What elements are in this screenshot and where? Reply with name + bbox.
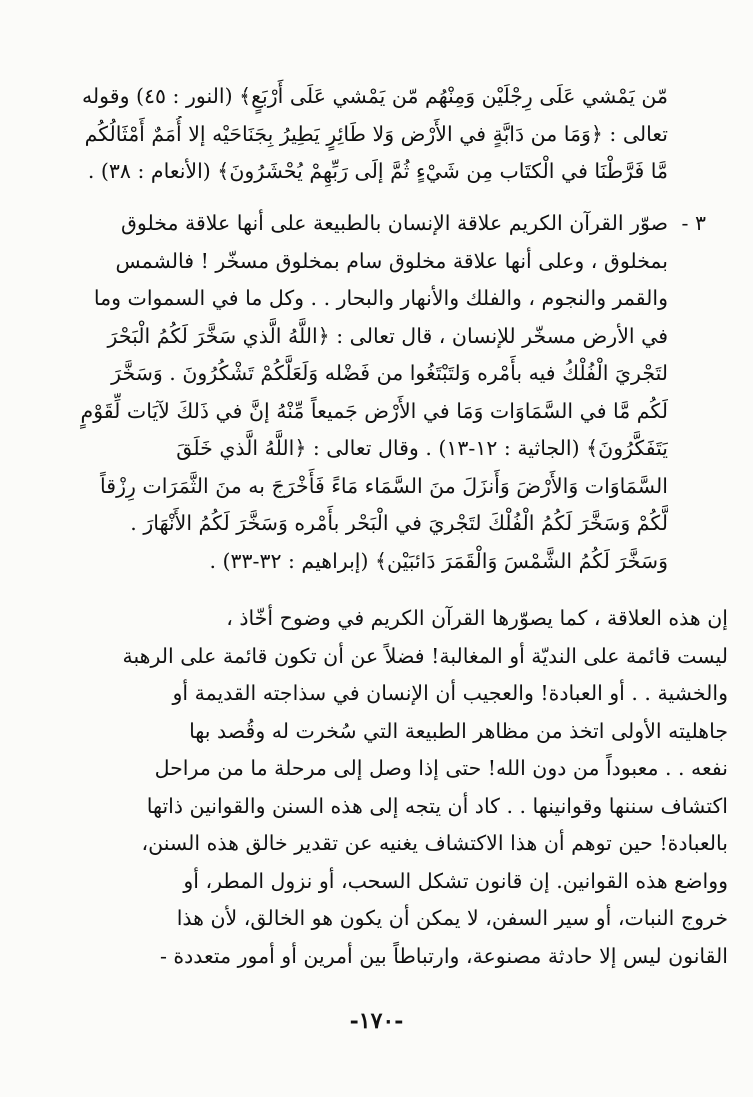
text-line: مّن يَمْشي عَلَى رِجْلَيْن وَمِنْهُم مّن يَمْشي عَلَى أَرْبَعٍ﴾ (النور : ٤٥) وقوله — [81, 84, 668, 108]
body-paragraph — [80, 600, 728, 975]
text-line: لَكُم مَّا في السَّمَاوَات وَمَا في الأَرْض جَميعاً مِّنْهُ إنَّ في ذَلكَ لآيَات لِّقَوْمٍ — [80, 398, 668, 423]
text-line: لَّكُمْ وَسَخَّرَ لَكُمُ الْفُلْكَ لتَجْريَ في الْبَحْر بأَمْره وَسَخَّرَ لَكُمُ الأَنْهَارَ . — [130, 511, 668, 535]
text-line: القانون ليس إلا حادثة مصنوعة، وارتباطاً بين أمرين أو أمور متعددة - — [159, 943, 728, 968]
text-line: وَسَخَّرَ لَكُمُ الشَّمْسَ وَالْقَمَرَ دَائبَيْن﴾ (إبراهيم : ٣٢-٣٣) . — [209, 548, 668, 573]
text-line: تعالى : ﴿وَمَا من دَابَّةٍ في الأَرْض وَلا طَائِرٍ يَطِيرُ بِجَنَاحَيْه إلا أُمَمٌ أَمْثَالُكُم — [84, 121, 668, 146]
text-line: والخشية . . أو العبادة! والعجيب أن الإنسان في سذاجته القديمة أو — [172, 681, 728, 705]
text-line: خروج النبات، أو سير السفن، لا يمكن أن يكون هو الخالق، لأن هذا — [176, 906, 728, 930]
text-line: لتَجْريَ الْفُلْكُ فيه بأَمْره وَلتَبْتَغُوا من فَضْله وَلَعَلَّكُمْ تَشْكُرُونَ . وَسَخَّرَ — [111, 361, 668, 385]
text-line: والقمر والنجوم ، والفلك والأنهار والبحار . . وكل ما في السموات وما — [93, 286, 668, 310]
quran-citation-block — [80, 78, 668, 191]
page-number: -١٧٠- — [349, 1008, 404, 1034]
list-item-number: ٣ - — [681, 211, 706, 235]
text-line: صوّر القرآن الكريم علاقة الإنسان بالطبيعة على أنها علاقة مخلوق — [121, 211, 668, 235]
text-line: يَتَفَكَّرُونَ﴾ (الجاثية : ١٢-١٣) . وقال تعالى : ﴿اللَّهُ الَّذي خَلَقَ — [176, 436, 668, 460]
text-line: وواضع هذه القوانين. إن قانون تشكل السحب، أو نزول المطر، أو — [183, 868, 728, 893]
text-line: ليست قائمة على النديّة أو المغالبة! فضلاً عن أن تكون قائمة على الرهبة — [122, 643, 728, 668]
text-line: جاهليته الأولى اتخذ من مظاهر الطبيعة التي سُخرت له وقُصد بها — [189, 718, 728, 743]
text-line: بالعبادة! حين توهم أن هذا الاكتشاف يغنيه عن تقدير خالق هذه السنن، — [141, 831, 728, 855]
text-line: اكتشاف سننها وقوانينها . . كاد أن يتجه إلى هذه السنن والقوانين ذاتها — [146, 793, 728, 818]
list-item-3 — [80, 205, 668, 580]
text-line: إن هذه العلاقة ، كما يصوّرها القرآن الكريم في وضوح أخّاذ ، — [226, 606, 728, 630]
text-line: مَّا فَرَّطْنَا في الْكتَاب مِن شَيْءٍ ثُمَّ إلَى رَبِّهِمْ يُحْشَرُونَ﴾ (الأنعام : ٣٨) . — [87, 159, 668, 183]
text-line: في الأرض مسخّر للإنسان ، قال تعالى : ﴿اللَّهُ الَّذي سَخَّرَ لَكُمُ الْبَحْرَ — [107, 323, 668, 348]
text-line: السَّمَاوَات وَالأَرْضَ وَأَنزَلَ منَ السَّمَاء مَاءً فَأَخْرَجَ به منَ الثَّمَرَات رِزْقاً — [100, 473, 668, 498]
text-line: نفعه . . معبوداً من دون الله! حتى إذا وصل إلى مرحلة ما من مراحل — [154, 756, 728, 780]
text-line: بمخلوق ، وعلى أنها علاقة مخلوق سام بمخلوق مسخّر ! فالشمس — [115, 248, 668, 273]
